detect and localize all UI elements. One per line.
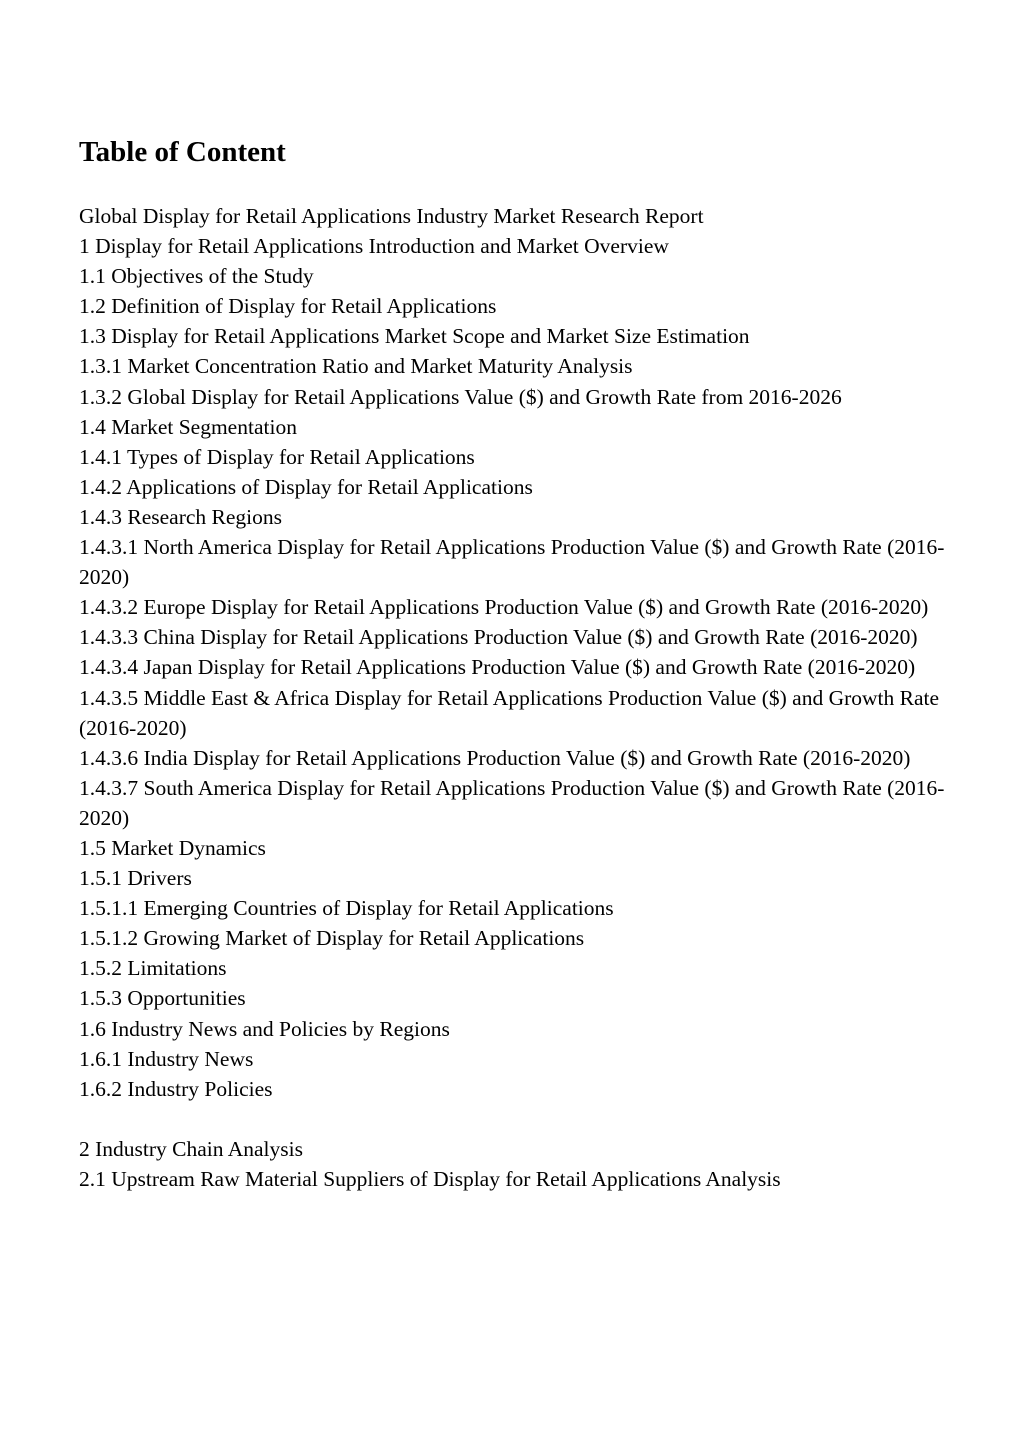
toc-item: 1.2 Definition of Display for Retail Applications	[79, 294, 497, 319]
toc-item: 1.4.3.7 South America Display for Retail Applications Production Value ($) and Growth Rate (2016-2020)	[79, 775, 945, 830]
toc-item: 1.4.3 Research Regions	[79, 504, 283, 529]
toc-item: 2 Industry Chain Analysis	[79, 1136, 303, 1161]
toc-item: 1.6.1 Industry News	[79, 1046, 254, 1071]
toc-item: 1.3.2 Global Display for Retail Applications Value ($) and Growth Rate from 2016-2026	[79, 384, 842, 409]
toc-item: 1.4 Market Segmentation	[79, 414, 297, 439]
toc-item: 1.4.3.3 China Display for Retail Applications Production Value ($) and Growth Rate (2016-2020)	[79, 625, 918, 650]
toc-item: 1.5.1 Drivers	[79, 866, 192, 891]
toc-item: 1.5.2 Limitations	[79, 956, 227, 981]
toc-item: 1.3 Display for Retail Applications Market Scope and Market Size Estimation	[79, 324, 750, 349]
toc-item: 1.5.3 Opportunities	[79, 986, 246, 1011]
toc-item: 1.4.3.2 Europe Display for Retail Applications Production Value ($) and Growth Rate (2016-2020)	[79, 595, 929, 620]
toc-item: 1.6 Industry News and Policies by Regions	[79, 1016, 450, 1041]
toc-item: 1.6.2 Industry Policies	[79, 1076, 273, 1101]
toc-item: 1 Display for Retail Applications Introduction and Market Overview	[79, 234, 669, 259]
toc-item: 1.4.3.1 North America Display for Retail Applications Production Value ($) and Growth Rate (2016-2020)	[79, 535, 945, 590]
toc-item: 2.1 Upstream Raw Material Suppliers of Display for Retail Applications Analysis	[79, 1167, 781, 1191]
toc-item: 1.4.2 Applications of Display for Retail Applications	[79, 474, 533, 499]
toc-item: 1.1 Objectives of the Study	[79, 264, 314, 289]
toc-item: 1.5.1.1 Emerging Countries of Display for Retail Applications	[79, 896, 614, 921]
toc-item: 1.3.1 Market Concentration Ratio and Market Maturity Analysis	[79, 354, 633, 379]
section-spacer	[79, 1104, 949, 1134]
toc-item: 1.5 Market Dynamics	[79, 835, 266, 860]
toc-item: 1.4.3.5 Middle East & Africa Display for Retail Applications Production Value ($) and Growth Rate (2016-2020)	[79, 685, 940, 740]
toc-item: 1.4.3.6 India Display for Retail Applications Production Value ($) and Growth Rate (2016-2020)	[79, 745, 911, 770]
toc-item: 1.4.1 Types of Display for Retail Applications	[79, 444, 475, 469]
toc-item: 1.4.3.4 Japan Display for Retail Applications Production Value ($) and Growth Rate (2016-2020)	[79, 655, 916, 680]
page-title: Table of Content	[79, 136, 286, 168]
toc-item: Global Display for Retail Applications Industry Market Research Report	[79, 204, 704, 228]
toc-item: 1.5.1.2 Growing Market of Display for Retail Applications	[79, 926, 585, 951]
toc-list	[79, 201, 949, 1194]
